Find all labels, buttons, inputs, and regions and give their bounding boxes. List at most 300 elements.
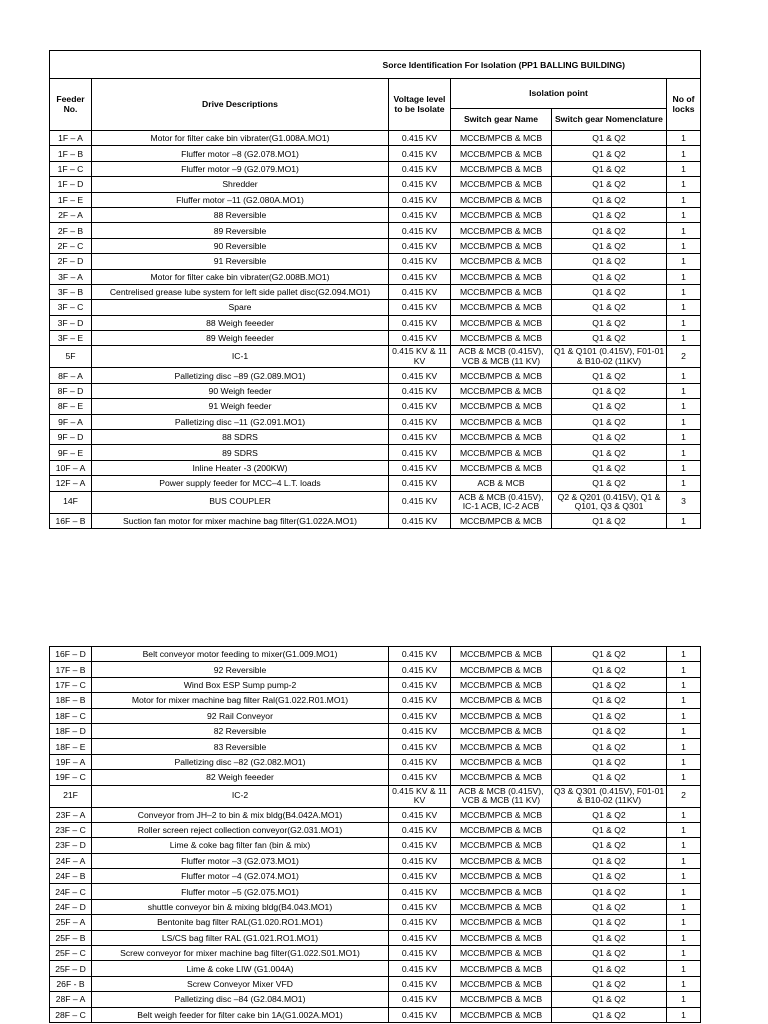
switch-gear-nomenclature-cell: Q1 & Q2 xyxy=(552,223,667,238)
voltage-cell: 0.415 KV xyxy=(389,1007,451,1022)
switch-gear-name-cell: MCCB/MPCB & MCB xyxy=(451,254,552,269)
table-row xyxy=(50,192,701,207)
locks-cell: 1 xyxy=(667,315,701,330)
table-title-cell xyxy=(50,51,701,79)
description-cell: 88 Reversible xyxy=(92,207,389,222)
table-row xyxy=(50,414,701,429)
feeder-cell: 19F – C xyxy=(50,770,92,785)
switch-gear-name-cell: MCCB/MPCB & MCB xyxy=(451,693,552,708)
voltage-cell: 0.415 KV xyxy=(389,754,451,769)
description-cell: LS/CS bag filter RAL (G1.021.RO1.MO1) xyxy=(92,930,389,945)
feeder-cell: 24F – D xyxy=(50,899,92,914)
voltage-cell: 0.415 KV xyxy=(389,368,451,383)
feeder-cell: 1F – D xyxy=(50,177,92,192)
table-row xyxy=(50,708,701,723)
switch-gear-nomenclature-cell: Q1 & Q2 xyxy=(552,513,667,528)
description-cell: 88 Weigh feeeder xyxy=(92,315,389,330)
feeder-cell: 28F – A xyxy=(50,992,92,1007)
switch-gear-nomenclature-cell: Q1 & Q2 xyxy=(552,915,667,930)
table-row xyxy=(50,269,701,284)
feeder-cell: 5F xyxy=(50,346,92,368)
switch-gear-nomenclature-cell: Q1 & Q2 xyxy=(552,807,667,822)
locks-cell: 2 xyxy=(667,785,701,807)
locks-cell: 3 xyxy=(667,491,701,513)
voltage-cell: 0.415 KV xyxy=(389,693,451,708)
switch-gear-name-cell: MCCB/MPCB & MCB xyxy=(451,269,552,284)
table-row xyxy=(50,853,701,868)
table-row xyxy=(50,445,701,460)
switch-gear-name-cell: ACB & MCB (0.415V), IC-1 ACB, IC-2 ACB xyxy=(451,491,552,513)
description-cell: Motor for mixer machine bag filter Ral(G1.022.R01.MO1) xyxy=(92,693,389,708)
voltage-cell: 0.415 KV xyxy=(389,662,451,677)
feeder-cell: 17F – B xyxy=(50,662,92,677)
switch-gear-name-cell: MCCB/MPCB & MCB xyxy=(451,445,552,460)
locks-cell: 1 xyxy=(667,869,701,884)
voltage-cell: 0.415 KV xyxy=(389,476,451,491)
switch-gear-name-cell: MCCB/MPCB & MCB xyxy=(451,822,552,837)
description-cell: 89 Reversible xyxy=(92,223,389,238)
header-voltage: Voltage level to be Isolate xyxy=(389,79,451,131)
switch-gear-name-cell: MCCB/MPCB & MCB xyxy=(451,739,552,754)
description-cell: Palletizing disc –11 (G2.091.MO1) xyxy=(92,414,389,429)
locks-cell: 1 xyxy=(667,693,701,708)
table-row xyxy=(50,254,701,269)
switch-gear-name-cell: MCCB/MPCB & MCB xyxy=(451,946,552,961)
table-row xyxy=(50,331,701,346)
switch-gear-name-cell: MCCB/MPCB & MCB xyxy=(451,368,552,383)
header-feeder: Feeder No. xyxy=(50,79,92,131)
header-isolation-point: Isolation point xyxy=(451,79,667,109)
table-row xyxy=(50,976,701,991)
switch-gear-name-cell: MCCB/MPCB & MCB xyxy=(451,853,552,868)
switch-gear-nomenclature-cell: Q1 & Q2 xyxy=(552,770,667,785)
isolation-table-bottom xyxy=(49,646,701,1023)
voltage-cell: 0.415 KV xyxy=(389,822,451,837)
voltage-cell: 0.415 KV xyxy=(389,677,451,692)
feeder-cell: 18F – C xyxy=(50,708,92,723)
locks-cell: 1 xyxy=(667,946,701,961)
voltage-cell: 0.415 KV xyxy=(389,460,451,475)
locks-cell: 1 xyxy=(667,207,701,222)
locks-cell: 1 xyxy=(667,708,701,723)
switch-gear-name-cell: MCCB/MPCB & MCB xyxy=(451,177,552,192)
switch-gear-name-cell: MCCB/MPCB & MCB xyxy=(451,1007,552,1022)
feeder-cell: 3F – A xyxy=(50,269,92,284)
locks-cell: 1 xyxy=(667,331,701,346)
voltage-cell: 0.415 KV xyxy=(389,961,451,976)
locks-cell: 1 xyxy=(667,770,701,785)
switch-gear-nomenclature-cell: Q1 & Q2 xyxy=(552,331,667,346)
switch-gear-nomenclature-cell: Q1 & Q2 xyxy=(552,976,667,991)
description-cell: Centrelised grease lube system for left side pallet disc(G2.094.MO1) xyxy=(92,284,389,299)
feeder-cell: 8F – A xyxy=(50,368,92,383)
feeder-cell: 1F – E xyxy=(50,192,92,207)
feeder-cell: 25F – A xyxy=(50,915,92,930)
voltage-cell: 0.415 KV xyxy=(389,399,451,414)
locks-cell: 1 xyxy=(667,1007,701,1022)
switch-gear-nomenclature-cell: Q1 & Q2 xyxy=(552,161,667,176)
description-cell: Conveyor from JH–2 to bin & mix bldg(B4.042A.MO1) xyxy=(92,807,389,822)
feeder-cell: 24F – B xyxy=(50,869,92,884)
switch-gear-nomenclature-cell: Q1 & Q2 xyxy=(552,315,667,330)
locks-cell: 1 xyxy=(667,915,701,930)
locks-cell: 2 xyxy=(667,346,701,368)
voltage-cell: 0.415 KV xyxy=(389,915,451,930)
locks-cell: 1 xyxy=(667,146,701,161)
feeder-cell: 2F – A xyxy=(50,207,92,222)
table-row xyxy=(50,662,701,677)
description-cell: 91 Weigh feeder xyxy=(92,399,389,414)
table-row xyxy=(50,677,701,692)
locks-cell: 1 xyxy=(667,677,701,692)
switch-gear-nomenclature-cell: Q1 & Q2 xyxy=(552,961,667,976)
voltage-cell: 0.415 KV xyxy=(389,207,451,222)
table-body-bottom xyxy=(50,647,701,1023)
switch-gear-name-cell: MCCB/MPCB & MCB xyxy=(451,838,552,853)
feeder-cell: 23F – C xyxy=(50,822,92,837)
locks-cell: 1 xyxy=(667,961,701,976)
feeder-cell: 1F – A xyxy=(50,131,92,146)
switch-gear-name-cell: MCCB/MPCB & MCB xyxy=(451,383,552,398)
table-row xyxy=(50,693,701,708)
switch-gear-nomenclature-cell: Q1 & Q2 xyxy=(552,430,667,445)
switch-gear-name-cell: MCCB/MPCB & MCB xyxy=(451,915,552,930)
switch-gear-name-cell: MCCB/MPCB & MCB xyxy=(451,899,552,914)
description-cell: Spare xyxy=(92,300,389,315)
voltage-cell: 0.415 KV xyxy=(389,708,451,723)
table-row xyxy=(50,1007,701,1022)
switch-gear-name-cell: MCCB/MPCB & MCB xyxy=(451,513,552,528)
feeder-cell: 23F – A xyxy=(50,807,92,822)
switch-gear-nomenclature-cell: Q1 & Q2 xyxy=(552,884,667,899)
voltage-cell: 0.415 KV xyxy=(389,899,451,914)
description-cell: Lime & coke LIW (G1.004A) xyxy=(92,961,389,976)
voltage-cell: 0.415 KV xyxy=(389,223,451,238)
locks-cell: 1 xyxy=(667,992,701,1007)
description-cell: Fluffer motor –5 (G2.075.MO1) xyxy=(92,884,389,899)
table-row xyxy=(50,368,701,383)
table-row xyxy=(50,491,701,513)
switch-gear-nomenclature-cell: Q1 & Q2 xyxy=(552,708,667,723)
feeder-cell: 17F – C xyxy=(50,677,92,692)
feeder-cell: 28F – C xyxy=(50,1007,92,1022)
table-row xyxy=(50,131,701,146)
locks-cell: 1 xyxy=(667,476,701,491)
switch-gear-nomenclature-cell: Q1 & Q2 xyxy=(552,476,667,491)
switch-gear-nomenclature-cell: Q1 & Q2 xyxy=(552,414,667,429)
locks-cell: 1 xyxy=(667,254,701,269)
table-row xyxy=(50,807,701,822)
locks-cell: 1 xyxy=(667,445,701,460)
feeder-cell: 2F – D xyxy=(50,254,92,269)
table-row xyxy=(50,161,701,176)
locks-cell: 1 xyxy=(667,853,701,868)
switch-gear-name-cell: MCCB/MPCB & MCB xyxy=(451,992,552,1007)
voltage-cell: 0.415 KV xyxy=(389,383,451,398)
feeder-cell: 18F – B xyxy=(50,693,92,708)
voltage-cell: 0.415 KV xyxy=(389,331,451,346)
locks-cell: 1 xyxy=(667,647,701,662)
switch-gear-nomenclature-cell: Q2 & Q201 (0.415V), Q1 & Q101, Q3 & Q301 xyxy=(552,491,667,513)
locks-cell: 1 xyxy=(667,838,701,853)
table-row xyxy=(50,300,701,315)
switch-gear-name-cell: MCCB/MPCB & MCB xyxy=(451,708,552,723)
switch-gear-name-cell: MCCB/MPCB & MCB xyxy=(451,662,552,677)
switch-gear-name-cell: MCCB/MPCB & MCB xyxy=(451,161,552,176)
switch-gear-name-cell: MCCB/MPCB & MCB xyxy=(451,930,552,945)
voltage-cell: 0.415 KV xyxy=(389,284,451,299)
voltage-cell: 0.415 KV xyxy=(389,177,451,192)
feeder-cell: 9F – D xyxy=(50,430,92,445)
switch-gear-nomenclature-cell: Q1 & Q2 xyxy=(552,1007,667,1022)
switch-gear-nomenclature-cell: Q1 & Q2 xyxy=(552,269,667,284)
feeder-cell: 1F – B xyxy=(50,146,92,161)
voltage-cell: 0.415 KV xyxy=(389,146,451,161)
description-cell: IC-1 xyxy=(92,346,389,368)
switch-gear-nomenclature-cell: Q1 & Q2 xyxy=(552,822,667,837)
switch-gear-name-cell: MCCB/MPCB & MCB xyxy=(451,723,552,738)
description-cell: 88 SDRS xyxy=(92,430,389,445)
feeder-cell: 12F – A xyxy=(50,476,92,491)
voltage-cell: 0.415 KV xyxy=(389,807,451,822)
feeder-cell: 8F – E xyxy=(50,399,92,414)
switch-gear-name-cell: ACB & MCB (0.415V), VCB & MCB (11 KV) xyxy=(451,785,552,807)
description-cell: Shredder xyxy=(92,177,389,192)
switch-gear-name-cell: MCCB/MPCB & MCB xyxy=(451,207,552,222)
locks-cell: 1 xyxy=(667,976,701,991)
switch-gear-nomenclature-cell: Q1 & Q2 xyxy=(552,284,667,299)
table-row xyxy=(50,207,701,222)
voltage-cell: 0.415 KV xyxy=(389,992,451,1007)
description-cell: Palletizing disc –82 (G2.082.MO1) xyxy=(92,754,389,769)
voltage-cell: 0.415 KV xyxy=(389,131,451,146)
switch-gear-name-cell: MCCB/MPCB & MCB xyxy=(451,770,552,785)
switch-gear-nomenclature-cell: Q1 & Q2 xyxy=(552,677,667,692)
description-cell: Palletizing disc –89 (G2.089.MO1) xyxy=(92,368,389,383)
switch-gear-name-cell: MCCB/MPCB & MCB xyxy=(451,961,552,976)
voltage-cell: 0.415 KV xyxy=(389,647,451,662)
locks-cell: 1 xyxy=(667,754,701,769)
voltage-cell: 0.415 KV xyxy=(389,254,451,269)
voltage-cell: 0.415 KV xyxy=(389,739,451,754)
switch-gear-name-cell: MCCB/MPCB & MCB xyxy=(451,315,552,330)
switch-gear-nomenclature-cell: Q1 & Q2 xyxy=(552,383,667,398)
switch-gear-nomenclature-cell: Q1 & Q2 xyxy=(552,723,667,738)
description-cell: Fluffer motor –3 (G2.073.MO1) xyxy=(92,853,389,868)
feeder-cell: 16F – D xyxy=(50,647,92,662)
feeder-cell: 2F – C xyxy=(50,238,92,253)
table-body-top xyxy=(50,131,701,529)
locks-cell: 1 xyxy=(667,723,701,738)
voltage-cell: 0.415 KV xyxy=(389,192,451,207)
feeder-cell: 24F – A xyxy=(50,853,92,868)
locks-cell: 1 xyxy=(667,513,701,528)
voltage-cell: 0.415 KV xyxy=(389,853,451,868)
switch-gear-name-cell: MCCB/MPCB & MCB xyxy=(451,754,552,769)
table-row xyxy=(50,992,701,1007)
table-row xyxy=(50,284,701,299)
feeder-cell: 1F – C xyxy=(50,161,92,176)
switch-gear-nomenclature-cell: Q1 & Q2 xyxy=(552,869,667,884)
locks-cell: 1 xyxy=(667,269,701,284)
description-cell: 82 Weigh feeeder xyxy=(92,770,389,785)
switch-gear-name-cell: MCCB/MPCB & MCB xyxy=(451,976,552,991)
table-row xyxy=(50,476,701,491)
voltage-cell: 0.415 KV xyxy=(389,723,451,738)
description-cell: Belt weigh feeder for filter cake bin 1A(G1.002A.MO1) xyxy=(92,1007,389,1022)
voltage-cell: 0.415 KV xyxy=(389,269,451,284)
locks-cell: 1 xyxy=(667,414,701,429)
switch-gear-nomenclature-cell: Q1 & Q2 xyxy=(552,853,667,868)
feeder-cell: 16F – B xyxy=(50,513,92,528)
switch-gear-name-cell: MCCB/MPCB & MCB xyxy=(451,869,552,884)
voltage-cell: 0.415 KV xyxy=(389,930,451,945)
switch-gear-nomenclature-cell: Q1 & Q2 xyxy=(552,930,667,945)
switch-gear-name-cell: MCCB/MPCB & MCB xyxy=(451,284,552,299)
description-cell: Inline Heater -3 (200KW) xyxy=(92,460,389,475)
table-row xyxy=(50,723,701,738)
switch-gear-nomenclature-cell: Q3 & Q301 (0.415V), F01-01 & B10-02 (11KV) xyxy=(552,785,667,807)
feeder-cell: 3F – C xyxy=(50,300,92,315)
feeder-cell: 10F – A xyxy=(50,460,92,475)
switch-gear-name-cell: MCCB/MPCB & MCB xyxy=(451,300,552,315)
voltage-cell: 0.415 KV xyxy=(389,414,451,429)
table-row xyxy=(50,460,701,475)
voltage-cell: 0.415 KV xyxy=(389,161,451,176)
table-row xyxy=(50,177,701,192)
table-row xyxy=(50,946,701,961)
feeder-cell: 3F – E xyxy=(50,331,92,346)
table-row xyxy=(50,899,701,914)
voltage-cell: 0.415 KV & 11 KV xyxy=(389,785,451,807)
feeder-cell: 24F – C xyxy=(50,884,92,899)
table-row xyxy=(50,869,701,884)
description-cell: 91 Reversible xyxy=(92,254,389,269)
table-row xyxy=(50,838,701,853)
locks-cell: 1 xyxy=(667,284,701,299)
switch-gear-name-cell: MCCB/MPCB & MCB xyxy=(451,647,552,662)
voltage-cell: 0.415 KV xyxy=(389,770,451,785)
locks-cell: 1 xyxy=(667,300,701,315)
table-row xyxy=(50,238,701,253)
feeder-cell: 18F – E xyxy=(50,739,92,754)
voltage-cell: 0.415 KV xyxy=(389,838,451,853)
switch-gear-nomenclature-cell: Q1 & Q2 xyxy=(552,647,667,662)
switch-gear-name-cell: ACB & MCB (0.415V), VCB & MCB (11 KV) xyxy=(451,346,552,368)
table-row xyxy=(50,223,701,238)
voltage-cell: 0.415 KV xyxy=(389,238,451,253)
description-cell: 89 Weigh feeeder xyxy=(92,331,389,346)
feeder-cell: 25F – B xyxy=(50,930,92,945)
locks-cell: 1 xyxy=(667,161,701,176)
locks-cell: 1 xyxy=(667,822,701,837)
table-row xyxy=(50,961,701,976)
feeder-cell: 14F xyxy=(50,491,92,513)
description-cell: Motor for filter cake bin vibrater(G1.008A.MO1) xyxy=(92,131,389,146)
voltage-cell: 0.415 KV xyxy=(389,315,451,330)
description-cell: Fluffer motor –4 (G2.074.MO1) xyxy=(92,869,389,884)
description-cell: Belt conveyor motor feeding to mixer(G1.009.MO1) xyxy=(92,647,389,662)
switch-gear-nomenclature-cell: Q1 & Q2 xyxy=(552,693,667,708)
table-row xyxy=(50,346,701,368)
feeder-cell: 9F – A xyxy=(50,414,92,429)
switch-gear-nomenclature-cell: Q1 & Q2 xyxy=(552,207,667,222)
description-cell: 89 SDRS xyxy=(92,445,389,460)
switch-gear-nomenclature-cell: Q1 & Q2 xyxy=(552,238,667,253)
switch-gear-nomenclature-cell: Q1 & Q2 xyxy=(552,399,667,414)
voltage-cell: 0.415 KV xyxy=(389,946,451,961)
locks-cell: 1 xyxy=(667,383,701,398)
locks-cell: 1 xyxy=(667,399,701,414)
feeder-cell: 2F – B xyxy=(50,223,92,238)
description-cell: shuttle conveyor bin & mixing bldg(B4.043.MO1) xyxy=(92,899,389,914)
description-cell: Wind Box ESP Sump pump-2 xyxy=(92,677,389,692)
table-row xyxy=(50,647,701,662)
locks-cell: 1 xyxy=(667,662,701,677)
description-cell: 83 Reversible xyxy=(92,739,389,754)
switch-gear-nomenclature-cell: Q1 & Q2 xyxy=(552,131,667,146)
feeder-cell: 26F - B xyxy=(50,976,92,991)
switch-gear-name-cell: MCCB/MPCB & MCB xyxy=(451,414,552,429)
description-cell: Bentonite bag filter RAL(G1.020.RO1.MO1) xyxy=(92,915,389,930)
feeder-cell: 18F – D xyxy=(50,723,92,738)
feeder-cell: 8F – D xyxy=(50,383,92,398)
locks-cell: 1 xyxy=(667,238,701,253)
description-cell: 90 Reversible xyxy=(92,238,389,253)
switch-gear-nomenclature-cell: Q1 & Q2 xyxy=(552,754,667,769)
switch-gear-nomenclature-cell: Q1 & Q2 xyxy=(552,946,667,961)
switch-gear-name-cell: MCCB/MPCB & MCB xyxy=(451,430,552,445)
locks-cell: 1 xyxy=(667,739,701,754)
switch-gear-nomenclature-cell: Q1 & Q2 xyxy=(552,838,667,853)
description-cell: Suction fan motor for mixer machine bag filter(G1.022A.MO1) xyxy=(92,513,389,528)
switch-gear-name-cell: MCCB/MPCB & MCB xyxy=(451,399,552,414)
table-row xyxy=(50,884,701,899)
switch-gear-name-cell: MCCB/MPCB & MCB xyxy=(451,192,552,207)
feeder-cell: 19F – A xyxy=(50,754,92,769)
table-row xyxy=(50,315,701,330)
switch-gear-name-cell: MCCB/MPCB & MCB xyxy=(451,884,552,899)
switch-gear-nomenclature-cell: Q1 & Q2 xyxy=(552,254,667,269)
switch-gear-nomenclature-cell: Q1 & Q2 xyxy=(552,992,667,1007)
table-row xyxy=(50,399,701,414)
description-cell: Fluffer motor –11 (G2.080A.MO1) xyxy=(92,192,389,207)
description-cell: BUS COUPLER xyxy=(92,491,389,513)
switch-gear-nomenclature-cell: Q1 & Q2 xyxy=(552,739,667,754)
table-row xyxy=(50,739,701,754)
switch-gear-nomenclature-cell: Q1 & Q2 xyxy=(552,899,667,914)
switch-gear-name-cell: MCCB/MPCB & MCB xyxy=(451,238,552,253)
description-cell: IC-2 xyxy=(92,785,389,807)
description-cell: Fluffer motor –8 (G2.078.MO1) xyxy=(92,146,389,161)
header-switch-gear-name: Switch gear Name xyxy=(451,109,552,131)
table-row xyxy=(50,513,701,528)
voltage-cell: 0.415 KV xyxy=(389,491,451,513)
feeder-cell: 3F – D xyxy=(50,315,92,330)
switch-gear-name-cell: MCCB/MPCB & MCB xyxy=(451,807,552,822)
description-cell: 90 Weigh feeder xyxy=(92,383,389,398)
voltage-cell: 0.415 KV xyxy=(389,884,451,899)
locks-cell: 1 xyxy=(667,192,701,207)
voltage-cell: 0.415 KV xyxy=(389,445,451,460)
switch-gear-name-cell: MCCB/MPCB & MCB xyxy=(451,460,552,475)
description-cell: Screw Conveyor Mixer VFD xyxy=(92,976,389,991)
switch-gear-nomenclature-cell: Q1 & Q2 xyxy=(552,177,667,192)
feeder-cell: 25F – D xyxy=(50,961,92,976)
switch-gear-nomenclature-cell: Q1 & Q2 xyxy=(552,460,667,475)
switch-gear-name-cell: MCCB/MPCB & MCB xyxy=(451,131,552,146)
switch-gear-nomenclature-cell: Q1 & Q2 xyxy=(552,300,667,315)
